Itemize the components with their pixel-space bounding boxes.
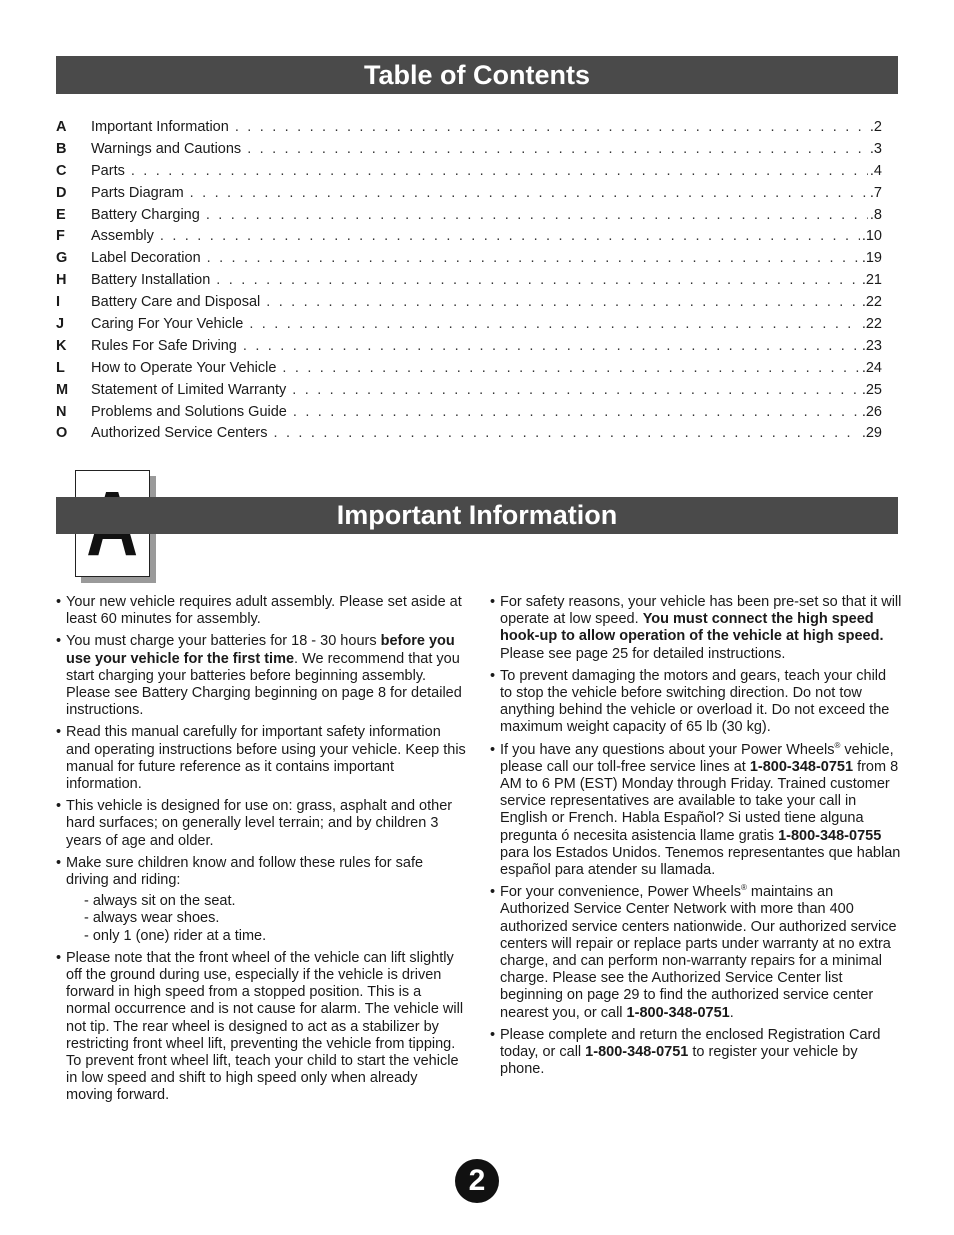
toc-entry [56, 338, 882, 360]
toc-title: Rules For Safe Driving [91, 337, 237, 354]
list-item: • Make sure children know and follow these rules for safe driving and riding: - always sit on the seat. - always wear shoes. - only 1 (one) rider at a time. [56, 855, 466, 945]
toc-entry [56, 250, 882, 272]
toc-title: Authorized Service Centers [91, 425, 268, 442]
toc-leader-dots [131, 163, 868, 179]
phone-number: 1-800-348-0751 [626, 1004, 730, 1021]
toc-letter: J [56, 316, 65, 333]
toc-letter: H [56, 272, 67, 289]
rule-item: - always sit on the seat. [84, 893, 236, 910]
toc-letter: C [56, 162, 67, 179]
toc-leader-dots [243, 338, 860, 354]
paragraph: You must charge your batteries for 18 - 30 hours before you use your vehicle for the first time. We recommend that you start charging your batteries before beginning assembly. Please see Battery Charging beginning on page 8 for detailed instructions. [66, 633, 462, 719]
toc-title: Battery Installation [91, 272, 211, 289]
toc-page-number: .10 [861, 228, 882, 245]
toc-entry [56, 272, 882, 294]
toc-page-number: .3 [869, 140, 882, 157]
toc-letter: N [56, 403, 67, 420]
toc-page-number: .24 [861, 359, 882, 376]
table-of-contents [56, 119, 882, 447]
section-header: Important Information [56, 497, 898, 534]
list-item: • For safety reasons, your vehicle has been pre-set so that it will operate at low speed. You must connect the high speed hook-up to allow operation of the vehicle at high speed. Please see page 25 for detailed instructions. [490, 594, 902, 662]
toc-letter: O [56, 425, 68, 442]
toc-leader-dots [190, 185, 868, 201]
toc-letter: I [56, 294, 61, 311]
rule-item: - always wear shoes. [84, 910, 220, 927]
phone-number: 1-800-348-0755 [778, 827, 882, 844]
paragraph: Make sure children know and follow these rules for safe driving and riding: [66, 854, 424, 889]
toc-page-number: .7 [869, 184, 882, 201]
toc-page-number: .23 [861, 337, 882, 354]
list-item: • You must charge your batteries for 18 - 30 hours before you use your vehicle for the first time. We recommend that you start charging your batteries before beginning assembly. Please see Battery Charging beginning on page 8 for detailed instructions. [56, 633, 466, 719]
left-column [56, 594, 466, 1110]
toc-leader-dots [160, 228, 860, 244]
toc-page-number: .4 [869, 162, 882, 179]
toc-entry [56, 425, 882, 447]
toc-title: Statement of Limited Warranty [91, 381, 287, 398]
toc-leader-dots [293, 404, 860, 420]
toc-letter: F [56, 228, 65, 245]
toc-leader-dots [274, 425, 860, 441]
toc-letter: M [56, 381, 69, 398]
paragraph: To prevent damaging the motors and gears, teach your child to stop the vehicle before switching direction. Do not tow anything behind the vehicle or overload it. Do not exceed the maximum weight capacity of 65 lb (30 kg). [500, 667, 890, 736]
toc-page-number: .22 [861, 316, 882, 333]
toc-entry [56, 207, 882, 229]
toc-page-number: .19 [861, 250, 882, 267]
paragraph: This vehicle is designed for use on: grass, asphalt and other hard surfaces; on generally level terrain; and by children 3 years of age and older. [66, 798, 453, 849]
list-item: • Please complete and return the enclosed Registration Card today, or call 1-800-348-0751 to register your vehicle by phone. [490, 1027, 902, 1079]
toc-entry [56, 294, 882, 316]
paragraph: Your new vehicle requires adult assembly. Please set aside at least 60 minutes for assembly. [66, 594, 462, 628]
toc-title: Parts Diagram [91, 184, 184, 201]
toc-leader-dots [292, 382, 860, 398]
phone-number: 1-800-348-0751 [749, 758, 854, 775]
toc-title: Battery Charging [91, 206, 200, 223]
list-item: • This vehicle is designed for use on: grass, asphalt and other hard surfaces; on generally level terrain; and by children 3 years of age and older. [56, 798, 466, 850]
toc-leader-dots [266, 294, 860, 310]
list-item: • If you have any questions about your Power Wheels® vehicle, please call our toll-free service lines at 1-800-348-0751 from 8 AM to 6 PM (EST) Monday through Friday. Trained customer service representatives are available to take your call in English or French. Habla Español? Si usted tiene alguna pregunta ó necesita asistencia llame gratis 1-800-348-0755 para los Estados Unidos. Tenemos representantes que hablan español para atender su llamada. [490, 740, 901, 879]
toc-page-number: .29 [861, 425, 882, 442]
toc-header: Table of Contents [56, 56, 898, 94]
page-number: 2 [455, 1159, 499, 1203]
toc-leader-dots [282, 360, 859, 376]
toc-page-number: .2 [869, 119, 882, 135]
paragraph: Please complete and return the enclosed Registration Card today, or call 1-800-348-0751 to register your vehicle by phone. [500, 1026, 881, 1078]
toc-letter: E [56, 206, 66, 223]
toc-letter: A [56, 119, 67, 135]
toc-entry [56, 141, 882, 163]
toc-leader-dots [249, 316, 859, 332]
toc-leader-dots [206, 207, 868, 223]
toc-page-number: .22 [861, 294, 882, 311]
toc-letter: G [56, 250, 68, 267]
toc-title: Warnings and Cautions [91, 140, 242, 157]
toc-letter: D [56, 184, 67, 201]
toc-leader-dots [207, 250, 860, 266]
list-item: • Read this manual carefully for important safety information and operating instructions before using your vehicle. Keep this manual for future reference as it contains important information. [56, 724, 466, 793]
toc-page-number: .21 [861, 272, 882, 289]
paragraph: Read this manual carefully for important safety information and operating instructions before using your vehicle. Keep this manual for future reference as it contains important information. [66, 724, 466, 793]
toc-title: Problems and Solutions Guide [91, 403, 287, 420]
right-column [490, 594, 902, 1083]
list-item: • To prevent damaging the motors and gears, teach your child to stop the vehicle before switching direction. Do not tow anything behind the vehicle or overload it. Do not exceed the maximum weight capacity of 65 lb (30 kg). [490, 668, 902, 737]
toc-entry [56, 316, 882, 338]
toc-page-number: .8 [869, 206, 882, 223]
toc-letter: B [56, 140, 67, 157]
list-item: • Please note that the front wheel of the vehicle can lift slightly off the ground during use, especially if the vehicle is driven forward in high speed from a stopped position. This is a normal occurrence and is not cause for alarm. The vehicle will not tip. The rear wheel is designed to act as a stabilizer by restricting front wheel lift, preventing the vehicle from tipping. To prevent front wheel lift, teach your child to start the vehicle in low speed and shift to high speed only when already moving forward. [56, 950, 466, 1105]
rules-list [84, 893, 466, 945]
toc-title: Parts [91, 162, 125, 179]
toc-entry [56, 228, 882, 250]
list-item: • For your convenience, Power Wheels® maintains an Authorized Service Center Network with more than 400 authorized service centers nationwide. Our authorized service centers will repair or replace parts under warranty at no extra charge, and can perform non-warranty repairs for a minimal charge. Please see the Authorized Service Center list beginning on page 29 to find the authorized service center nearest you, or call 1-800-348-0751. [490, 884, 902, 1022]
toc-entry [56, 360, 882, 382]
toc-title: Battery Care and Disposal [91, 294, 261, 311]
toc-entry [56, 404, 882, 426]
paragraph: For safety reasons, your vehicle has been pre-set so that it will operate at low speed. You must connect the high speed hook-up to allow operation of the vehicle at high speed. Please see page 25 for detailed instructions. [500, 594, 902, 662]
toc-leader-dots [216, 272, 860, 288]
paragraph: If you have any questions about your Power Wheels® vehicle, please call our toll-free service lines at 1-800-348-0751 from 8 AM to 6 PM (EST) Monday through Friday. Trained customer service representatives are available to take your call in English or French. Habla Español? Si usted tiene alguna pregunta ó necesita asistencia llame gratis 1-800-348-0755 para los Estados Unidos. Tenemos representantes que hablan español para atender su llamada. [500, 740, 901, 879]
rule-item: - only 1 (one) rider at a time. [84, 927, 267, 944]
toc-entry [56, 185, 882, 207]
toc-entry [56, 119, 882, 141]
list-item: • Your new vehicle requires adult assembly. Please set aside at least 60 minutes for assembly. [56, 594, 466, 628]
toc-title: Important Information [91, 119, 229, 135]
toc-letter: L [56, 359, 65, 376]
toc-title: Label Decoration [91, 250, 201, 267]
paragraph: Please note that the front wheel of the vehicle can lift slightly off the ground during use, especially if the vehicle is driven forward in high speed from a stopped position. This is a normal occurrence and is not cause for alarm. The vehicle will not tip. The rear wheel is designed to act as a stabilizer by restricting front wheel lift, preventing the vehicle from tipping. To prevent front wheel lift, teach your child to start the vehicle in low speed and shift to high speed only when already moving forward. [66, 949, 464, 1104]
toc-leader-dots [235, 119, 868, 135]
toc-title: Assembly [91, 228, 154, 245]
toc-letter: K [56, 337, 67, 354]
toc-title: How to Operate Your Vehicle [91, 359, 277, 376]
phone-number: 1-800-348-0751 [585, 1044, 689, 1061]
toc-entry [56, 163, 882, 185]
toc-entry [56, 382, 882, 404]
toc-page-number: .25 [861, 381, 882, 398]
toc-page-number: .26 [861, 403, 882, 420]
paragraph: For your convenience, Power Wheels® maintains an Authorized Service Center Network with more than 400 authorized service centers nationwide. Our authorized service centers will repair or replace parts under warranty at no extra charge, and can perform non-warranty repairs for a minimal charge. Please see the Authorized Service Center list beginning on page 29 to find the authorized service center nearest you, or call 1-800-348-0751. [500, 883, 897, 1021]
toc-leader-dots [247, 141, 868, 157]
toc-title: Caring For Your Vehicle [91, 316, 244, 333]
